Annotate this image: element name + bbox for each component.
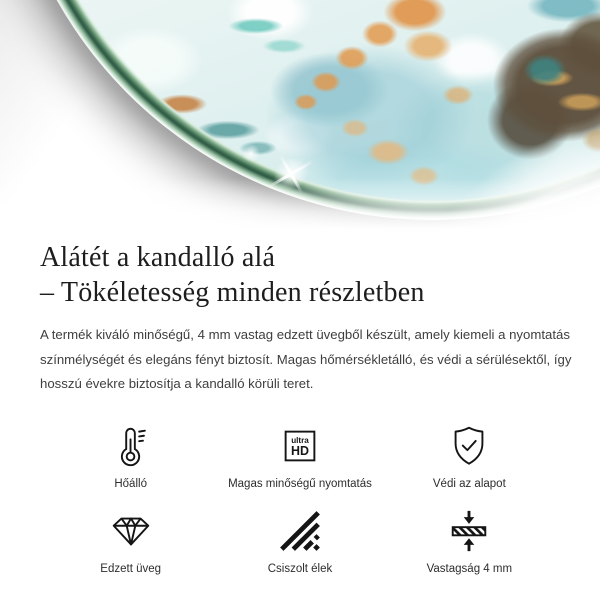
product-photo (0, 0, 600, 232)
svg-text:HD: HD (291, 443, 309, 458)
feature-polished-edges (215, 508, 384, 577)
feature-label: Csiszolt élek (267, 562, 333, 575)
feature-label: Hőálló (114, 477, 147, 490)
svg-text:ultra: ultra (291, 435, 309, 445)
page-title (40, 240, 560, 310)
description-line: színmélységét és elegáns fényt biztosít. Magas hőmérsékletálló, és védi a sérülésektől, így (40, 351, 572, 367)
feature-high-quality-print (215, 423, 384, 492)
shield-check-icon (446, 423, 492, 469)
feature-tempered-glass (46, 508, 215, 577)
diamond-icon (108, 508, 154, 554)
feature-label: Magas minőségű nyomtatás (228, 477, 372, 490)
description-line: hosszú évekre biztosítja a kandalló körüli teret. (40, 376, 314, 391)
ultra-hd-icon (277, 423, 323, 469)
description-line: A termék kiváló minőségű, 4 mm vastag edzett üvegből készült, amely kiemeli a nyomtatás (40, 327, 570, 342)
feature-heat-resistant (46, 423, 215, 492)
features-grid (46, 423, 554, 577)
product-description (40, 323, 572, 397)
page-title-line2: – Tökéletesség minden részletben (40, 277, 425, 308)
feature-thickness-4mm (385, 508, 554, 577)
thickness-icon (446, 508, 492, 554)
feature-label: Védi az alapot (432, 477, 506, 490)
glint-icon (242, 144, 260, 162)
feature-label: Vastagság 4 mm (426, 562, 513, 575)
feature-protects-base (385, 423, 554, 492)
photo-white-fade (0, 0, 600, 232)
thermometer-icon (108, 423, 154, 469)
feature-label: Edzett üveg (100, 562, 162, 575)
description-section (0, 240, 600, 577)
polished-edges-icon (277, 508, 323, 554)
page-title-line1: Alátét a kandalló alá (40, 242, 276, 273)
